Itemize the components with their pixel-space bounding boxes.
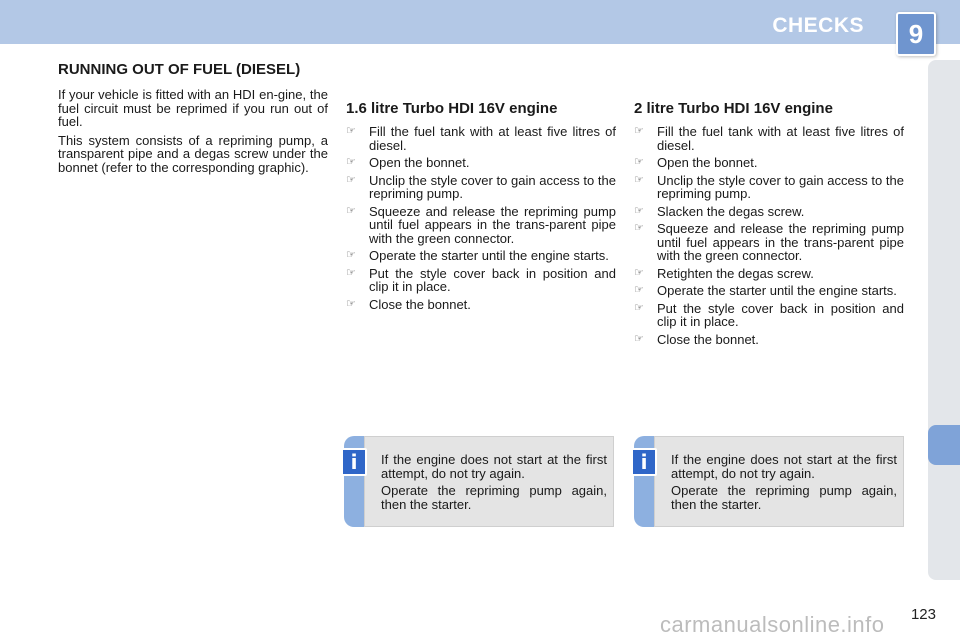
page-number: 123 — [910, 606, 936, 623]
procedure-step: ☞ Slacken the degas screw. — [634, 203, 805, 219]
intro-section — [58, 62, 328, 179]
chapter-number-badge: 9 — [896, 12, 936, 56]
pointing-hand-icon: ☞ — [634, 125, 644, 137]
procedure-2-0-engine — [634, 100, 904, 350]
procedure-step: ☞ Close the bonnet. — [634, 331, 759, 347]
pointing-hand-icon: ☞ — [346, 173, 356, 186]
info-icon: i — [341, 448, 367, 476]
chapter-title: CHECKS — [772, 14, 864, 37]
procedure-step: ☞ Unclip the style cover to gain access to the repriming pump. — [346, 172, 616, 201]
procedure-step: ☞ Unclip the style cover to gain access to the repriming pump. — [634, 172, 904, 201]
pointing-hand-icon: ☞ — [634, 173, 644, 186]
info-text: Operate the repriming pump again, then the starter. — [381, 483, 607, 512]
watermark: carmanualsonline.info — [660, 612, 885, 637]
side-navigation-strip — [928, 60, 960, 580]
procedure-step: ☞ Open the bonnet. — [346, 155, 470, 170]
procedure-steps — [634, 125, 904, 346]
info-text: If the engine does not start at the first attempt, do not try again. — [671, 452, 897, 481]
pointing-hand-icon: ☞ — [346, 249, 356, 261]
procedure-heading: 1.6 litre Turbo HDI 16V engine — [346, 100, 558, 117]
procedure-steps — [346, 125, 616, 311]
pointing-hand-icon: ☞ — [634, 332, 644, 345]
pointing-hand-icon: ☞ — [346, 156, 356, 168]
info-box-panel — [654, 436, 904, 527]
procedure-step: ☞ Fill the fuel tank with at least five litres of diesel. — [346, 124, 616, 153]
info-text: Operate the repriming pump again, then the starter. — [671, 483, 897, 512]
pointing-hand-icon: ☞ — [634, 301, 644, 314]
intro-paragraph: If your vehicle is fitted with an HDI en-gine, the fuel circuit must be reprimed if you run out of fuel. — [58, 87, 328, 129]
info-box — [634, 436, 904, 527]
info-box-panel — [364, 436, 614, 527]
procedure-heading: 2 litre Turbo HDI 16V engine — [634, 100, 833, 117]
procedure-step: ☞ Retighten the degas screw. — [634, 265, 814, 281]
info-box — [344, 436, 614, 527]
info-text: If the engine does not start at the first attempt, do not try again. — [381, 452, 607, 481]
section-title: RUNNING OUT OF FUEL (DIESEL) — [58, 61, 301, 78]
pointing-hand-icon: ☞ — [346, 266, 356, 279]
intro-paragraph: This system consists of a repriming pump, a transparent pipe and a degas screw under the bonnet (refer to the corresponding graphic). — [58, 132, 328, 175]
procedure-step: ☞ Open the bonnet. — [634, 155, 758, 170]
pointing-hand-icon: ☞ — [634, 284, 644, 296]
pointing-hand-icon: ☞ — [346, 125, 356, 137]
procedure-step: ☞ Fill the fuel tank with at least five litres of diesel. — [634, 124, 904, 153]
procedure-step: ☞ Squeeze and release the repriming pump until fuel appears in the trans-parent pipe with the green connector. — [346, 203, 616, 246]
procedure-step: ☞ Put the style cover back in position and clip it in place. — [634, 300, 904, 329]
pointing-hand-icon: ☞ — [634, 266, 644, 279]
procedure-step: ☞ Close the bonnet. — [346, 296, 471, 312]
pointing-hand-icon: ☞ — [346, 297, 356, 310]
procedure-step: ☞ Put the style cover back in position and clip it in place. — [346, 265, 616, 294]
info-icon: i — [631, 448, 657, 476]
procedure-step: ☞ Operate the starter until the engine starts. — [634, 283, 897, 298]
pointing-hand-icon: ☞ — [634, 222, 644, 234]
side-chapter-tab[interactable] — [928, 425, 960, 465]
procedure-step: ☞ Operate the starter until the engine starts. — [346, 248, 609, 263]
procedure-step: ☞ Squeeze and release the repriming pump until fuel appears in the trans-parent pipe with the green connector. — [634, 221, 904, 263]
pointing-hand-icon: ☞ — [346, 204, 356, 217]
pointing-hand-icon: ☞ — [634, 156, 644, 168]
procedure-1-6-engine — [346, 100, 616, 315]
pointing-hand-icon: ☞ — [634, 204, 644, 217]
